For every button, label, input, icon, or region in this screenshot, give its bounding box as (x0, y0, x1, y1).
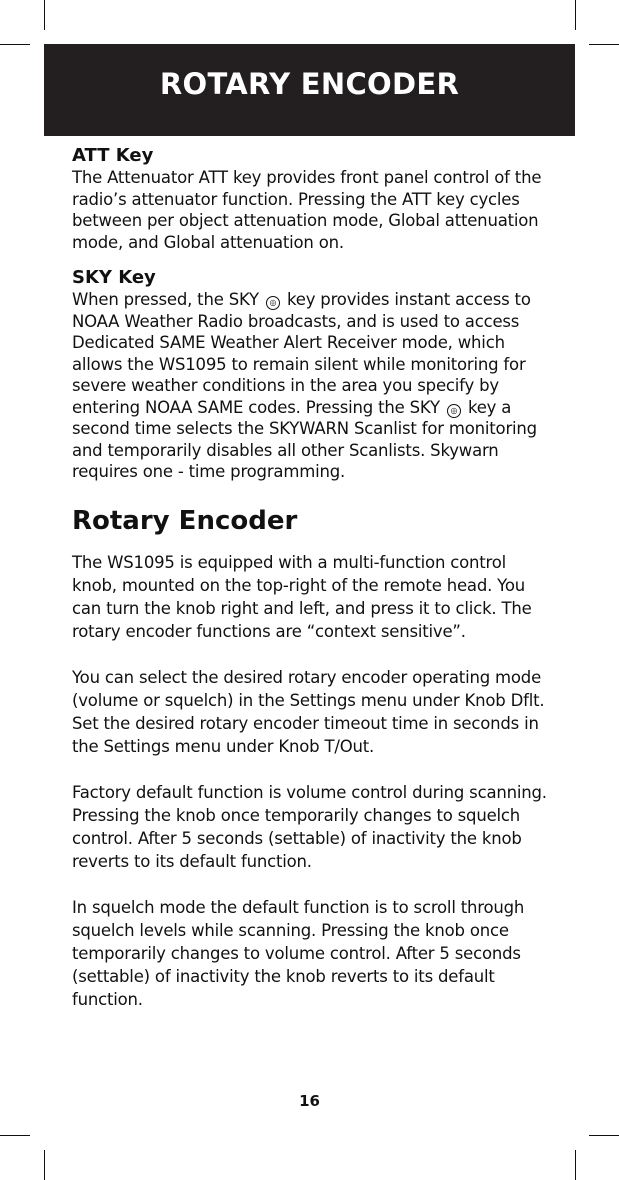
rotary-paragraph: You can select the desired rotary encoder operating mode (volume or squelch) in the Settings menu under Knob Dflt. Set the desired rotary encoder timeout time in seconds in the Settings menu under Knob T/Out. (72, 667, 545, 756)
page-content (72, 145, 552, 1034)
crop-mark-top-left-h (0, 44, 30, 45)
crop-mark-bottom-right-v (575, 1150, 576, 1180)
sky-body-part-1: When pressed, the SKY (72, 290, 259, 309)
sky-body-part-3: key a second time selects the SKYWARN Scanlist for monitoring and temporarily disables all other Scanlists. Skywarn requires one - time programming. (72, 397, 537, 481)
rotary-paragraph: In squelch mode the default function is to scroll through squelch levels while scanning. Pressing the knob once temporarily changes to volume control. After 5 seconds (settable) of inactivity the knob reverts to its default function. (72, 897, 525, 1009)
sky-key-heading: SKY Key (72, 267, 156, 288)
page-number: 16 (299, 1092, 320, 1110)
rotary-paragraph: Factory default function is volume control during scanning. Pressing the knob once temporarily changes to squelch control. After 5 seconds (settable) of inactivity the knob reverts to its default function. (72, 782, 547, 871)
crop-mark-bottom-left-h (0, 1135, 30, 1136)
crop-mark-top-right-h (589, 44, 619, 45)
rotary-paragraph: The WS1095 is equipped with a multi-function control knob, mounted on the top-right of the remote head. You can turn the knob right and left, and press it to click. The rotary encoder functions are “context sensitive”. (72, 552, 532, 641)
crop-mark-top-right-v (575, 0, 576, 30)
sky-body-part-2: key provides instant access to NOAA Weather Radio broadcasts, and is used to access Dedicated SAME Weather Alert Receiver mode, which allows the WS1095 to remain silent while monitoring for severe weather conditions in the area you specify by entering NOAA SAME codes. Pressing the SKY (72, 290, 531, 417)
header-band (44, 44, 575, 136)
att-key-heading: ATT Key (72, 145, 154, 166)
page-title: ROTARY ENCODER (159, 67, 460, 101)
rotary-encoder-heading: Rotary Encoder (72, 505, 298, 536)
crop-mark-bottom-left-v (44, 1150, 45, 1180)
sky-key-body (72, 289, 552, 483)
crop-mark-top-left-v (44, 0, 45, 30)
crop-mark-bottom-right-h (589, 1135, 619, 1136)
sky-key-icon: ◎ (447, 404, 461, 418)
sky-key-icon: ◎ (266, 296, 280, 310)
att-key-body: The Attenuator ATT key provides front panel control of the radio’s attenuator function. Pressing the ATT key cycles between per object attenuation mode, Global attenuation mode, and Global attenuation on. (72, 168, 542, 252)
